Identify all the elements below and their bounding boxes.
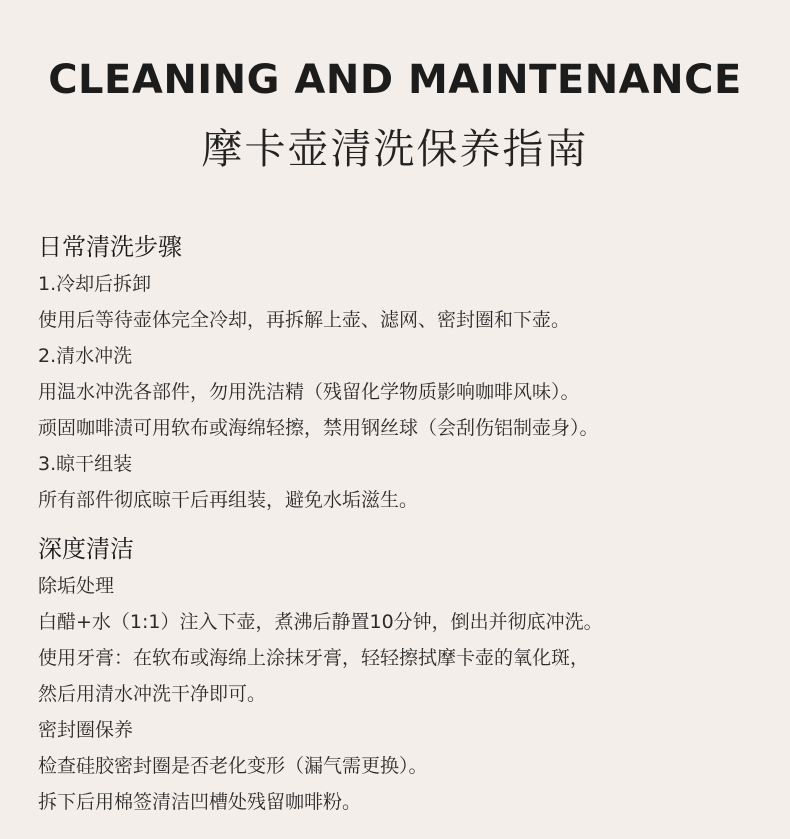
step-text: 使用后等待壶体完全冷却，再拆解上壶、滤网、密封圈和下壶。 [38, 309, 571, 331]
step-text: 然后用清水冲洗干净即可。 [38, 683, 267, 705]
step-text: 检查硅胶密封圈是否老化变形（漏气需更换）。 [38, 755, 428, 777]
step-title: 密封圈保养 [38, 719, 134, 741]
section-spacer [38, 518, 778, 530]
step-text: 用温水冲洗各部件，勿用洗洁精（残留化学物质影响咖啡风味）。 [38, 381, 580, 403]
step-title: 3.晾干组装 [38, 453, 133, 475]
section-heading: 深度清洁 [38, 535, 134, 563]
english-title: CLEANING AND MAINTENANCE [48, 57, 742, 103]
section-deep-cleaning [38, 530, 778, 820]
step-text: 使用牙膏：在软布或海绵上涂抹牙膏，轻轻擦拭摩卡壶的氧化斑， [38, 647, 590, 669]
step-text: 白醋+水（1:1）注入下壶，煮沸后静置10分钟，倒出并彻底冲洗。 [38, 611, 603, 633]
chinese-title: 摩卡壶清洗保养指南 [201, 125, 589, 173]
step-title: 1.冷却后拆卸 [38, 273, 152, 295]
step-text: 顽固咖啡渍可用软布或海绵轻擦，禁用钢丝球（会刮伤铝制壶身）。 [38, 417, 599, 439]
section-heading: 日常清洗步骤 [38, 233, 182, 261]
section-daily-cleaning [38, 228, 778, 518]
step-text: 拆下后用棉签清洁凹槽处残留咖啡粉。 [38, 791, 362, 813]
guide-content [38, 228, 778, 820]
step-text: 所有部件彻底晾干后再组装，避免水垢滋生。 [38, 489, 419, 511]
step-title: 2.清水冲洗 [38, 345, 133, 367]
step-title: 除垢处理 [38, 575, 115, 597]
